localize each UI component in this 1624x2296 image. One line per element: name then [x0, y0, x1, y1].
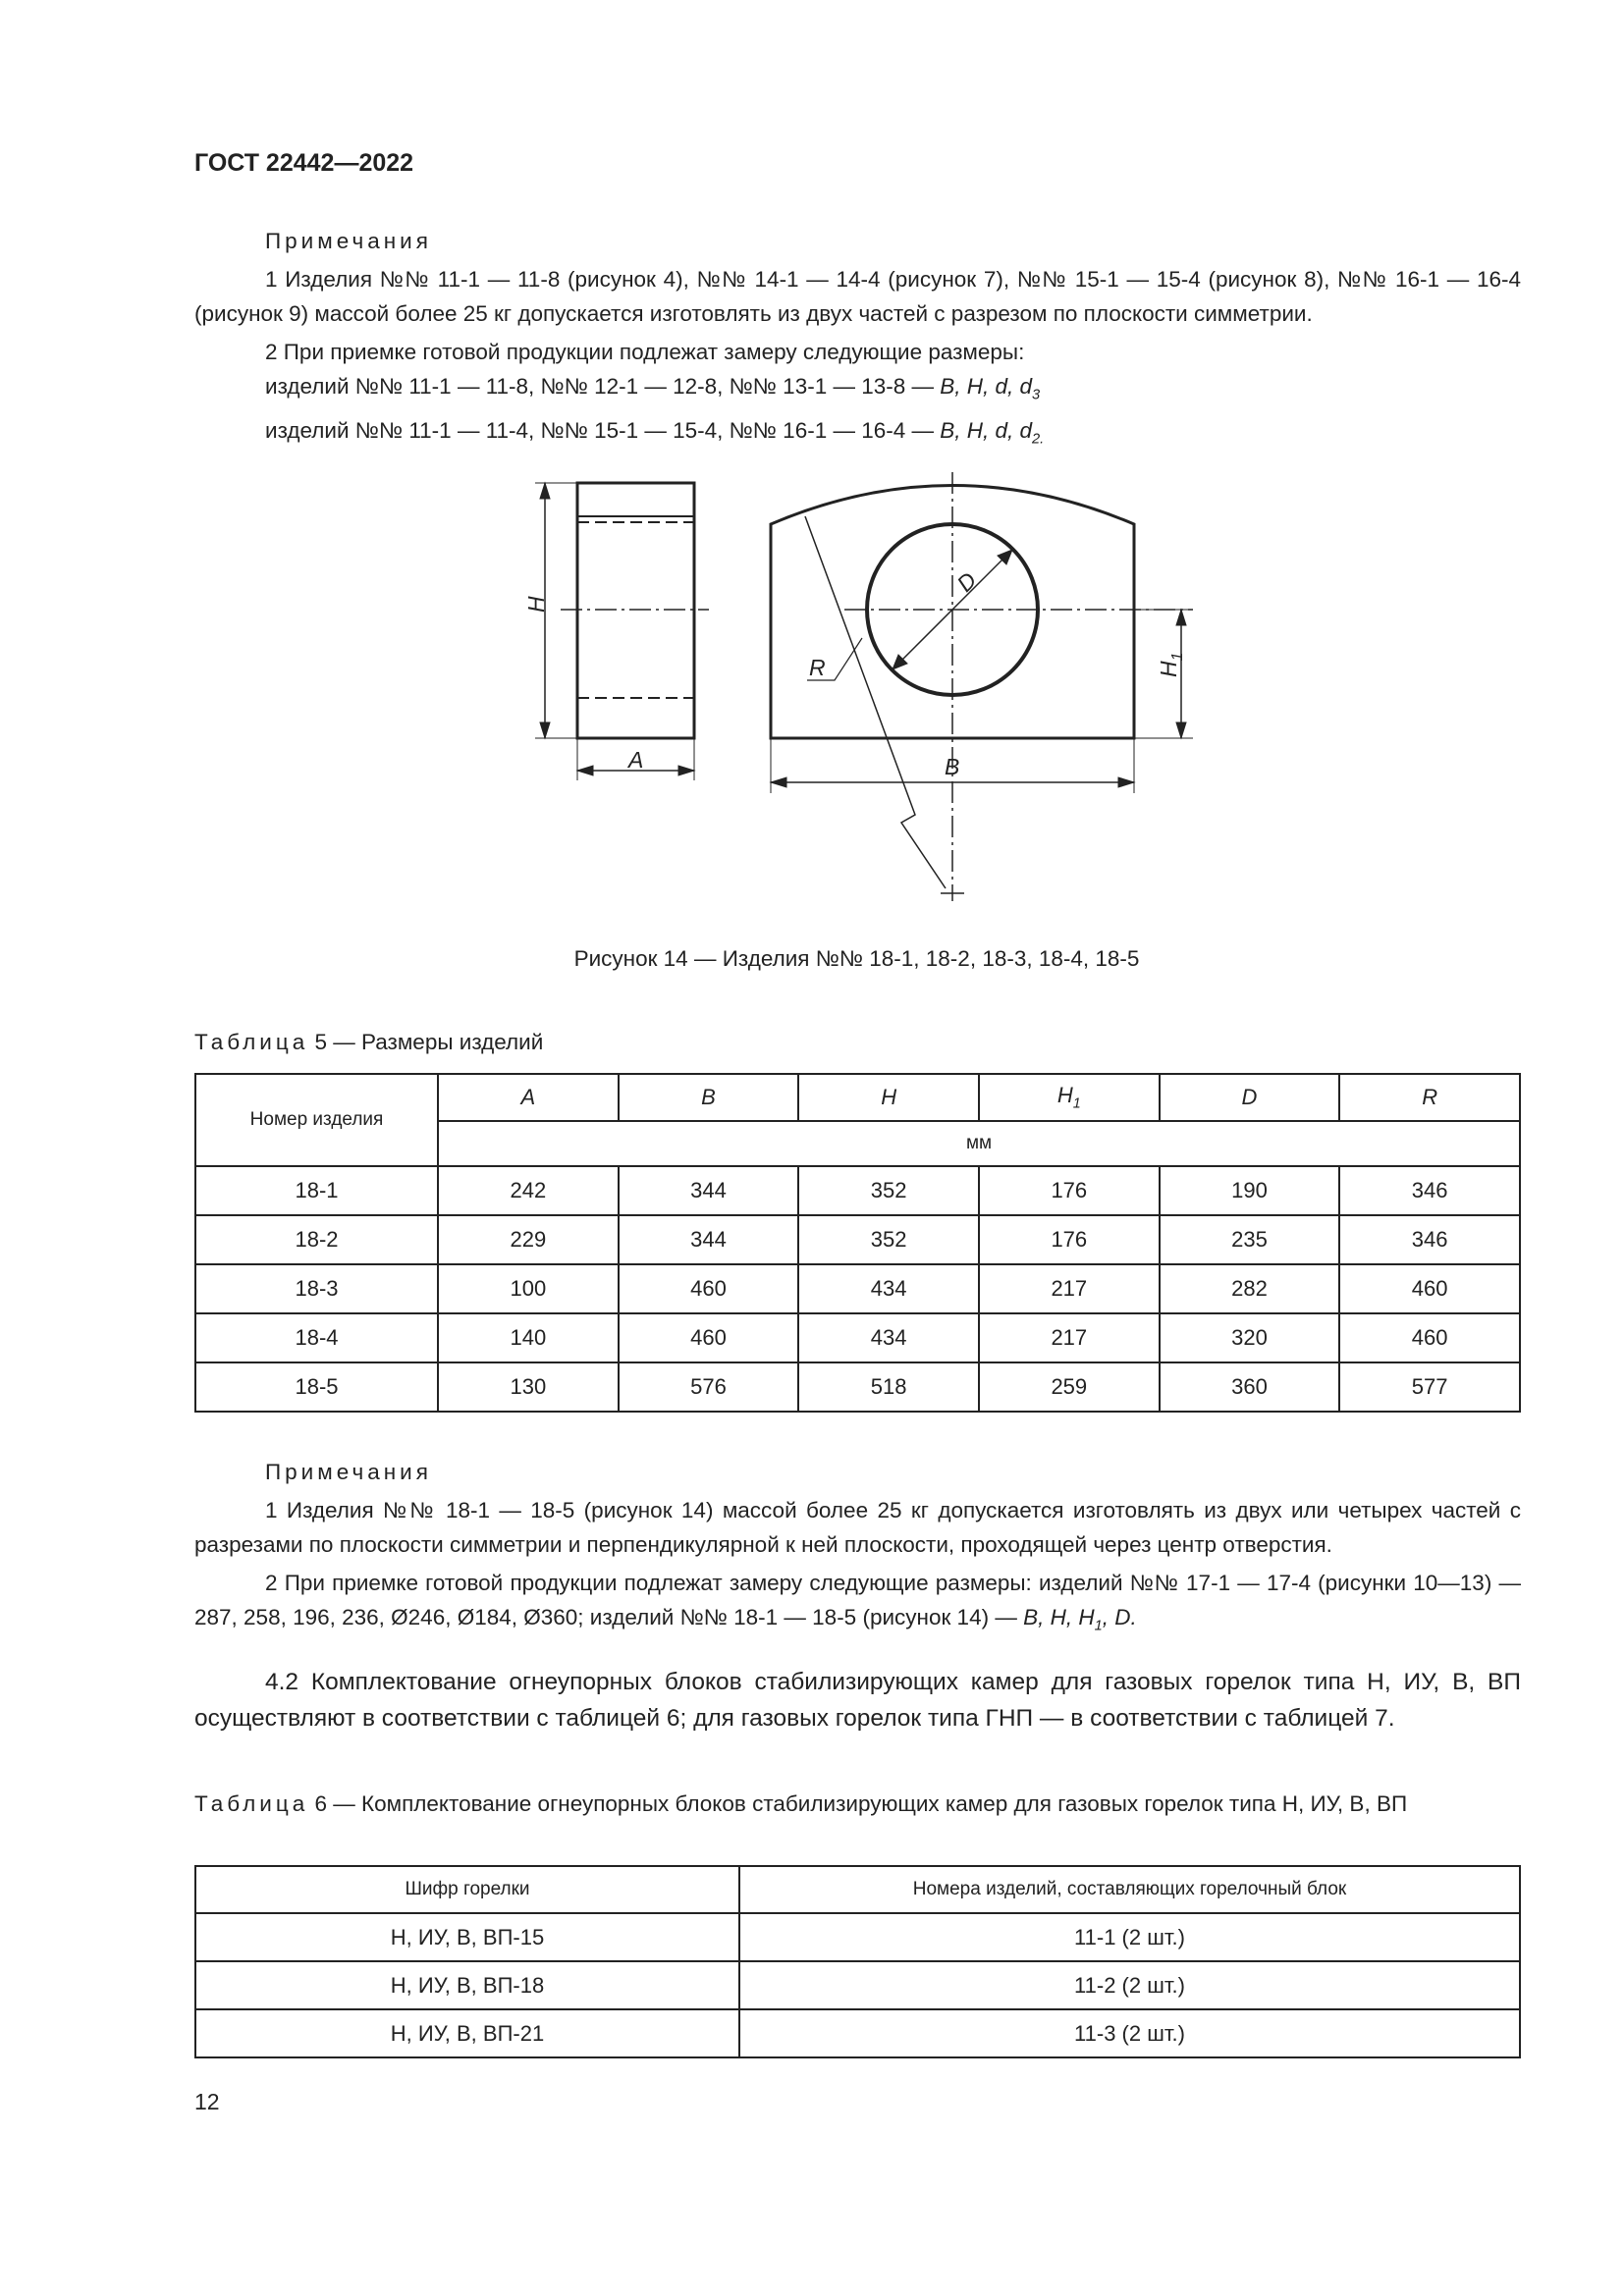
unit-cell: мм	[438, 1121, 1520, 1166]
notes-block-2	[194, 1455, 1521, 1648]
label-R: R	[809, 655, 826, 680]
note-2	[194, 1566, 1521, 1644]
table-row	[195, 1264, 1520, 1313]
caption-text: 5 — Размеры изделий	[308, 1030, 544, 1054]
table-cell: 11-2 (2 шт.)	[739, 1961, 1520, 2009]
table-cell: 229	[438, 1215, 619, 1264]
table-row	[195, 1313, 1520, 1362]
label-H1-main: H	[1156, 661, 1181, 677]
table-row	[195, 1166, 1520, 1215]
table-cell: 577	[1339, 1362, 1520, 1412]
table-cell: 259	[979, 1362, 1160, 1412]
col-header: B	[619, 1074, 799, 1121]
col-header: Шифр горелки	[195, 1866, 739, 1913]
table-cell: 346	[1339, 1215, 1520, 1264]
figure-caption: Рисунок 14 — Изделия №№ 18-1, 18-2, 18-3, 18-4, 18-5	[573, 946, 1140, 971]
table-cell: 434	[798, 1313, 979, 1362]
table-cell: 217	[979, 1313, 1160, 1362]
table-cell: 344	[619, 1166, 799, 1215]
section-text: 4.2 Комплектование огнеупорных блоков стабилизирующих камер для газовых горелок типа Н, ИУ, В, ВП осуществляют в соответствии с таблицей 6; для газовых горелок типа ГНП — в соответствии с таблицей 7.	[194, 1669, 1521, 1732]
note-text: изделий №№ 11-1 — 11-4, №№ 15-1 — 15-4, №№ 16-1 — 16-4 —	[265, 417, 941, 443]
table-cell: 18-3	[195, 1264, 438, 1313]
table-cell: Н, ИУ, В, ВП-15	[195, 1913, 739, 1961]
table-cell: 130	[438, 1362, 619, 1412]
col-header: Номера изделий, составляющих горелочный блок	[739, 1866, 1520, 1913]
col-item-header: Номер изделия	[195, 1074, 438, 1166]
table-row	[195, 1913, 1520, 1961]
table-header-row	[195, 1074, 1520, 1121]
col-header: H	[798, 1074, 979, 1121]
table-cell: 346	[1339, 1166, 1520, 1215]
table-row	[195, 1961, 1520, 2009]
dims: B, H, H	[1023, 1605, 1095, 1629]
note-2-intro: 2 При приемке готовой продукции подлежат замеру следующие размеры:	[265, 340, 1025, 364]
table-cell: 460	[619, 1264, 799, 1313]
table-cell: 434	[798, 1264, 979, 1313]
table-cell: 460	[619, 1313, 799, 1362]
table-cell: 217	[979, 1264, 1160, 1313]
table-cell: 176	[979, 1166, 1160, 1215]
note-1: 1 Изделия №№ 18-1 — 18-5 (рисунок 14) массой более 25 кг допускается изготовлять из двух или четырех частей с разрезами по плоскости симметрии и перпендикулярной к ней плоскости, проходящей через центр отверстия.	[194, 1498, 1521, 1557]
col-header: A	[438, 1074, 619, 1121]
caption-word: Таблица	[194, 1030, 309, 1054]
table-cell: 460	[1339, 1313, 1520, 1362]
table-cell: 11-3 (2 шт.)	[739, 2009, 1520, 2057]
label-D: D	[951, 566, 982, 597]
table-cell: 18-2	[195, 1215, 438, 1264]
table-cell: 11-1 (2 шт.)	[739, 1913, 1520, 1961]
table-cell: 18-5	[195, 1362, 438, 1412]
col-label: H	[1056, 1083, 1073, 1108]
caption-text: 6 — Комплектование огнеупорных блоков стабилизирующих камер для газовых горелок типа Н, ИУ, В, ВП	[308, 1791, 1408, 1816]
notes-heading: Примечания	[265, 229, 432, 253]
table-5	[194, 1073, 1521, 1413]
table-row	[195, 1215, 1520, 1264]
table-5-caption	[194, 1030, 543, 1055]
table-cell: 576	[619, 1362, 799, 1412]
dims: , D.	[1102, 1605, 1137, 1629]
table-cell: 344	[619, 1215, 799, 1264]
table-cell: 352	[798, 1215, 979, 1264]
table-cell: 320	[1160, 1313, 1340, 1362]
figure-14-drawing	[0, 0, 1624, 982]
dims-sub: 2.	[1032, 431, 1045, 447]
caption-word: Таблица	[194, 1791, 309, 1816]
page-number: 12	[194, 2089, 220, 2114]
table-header-row	[195, 1866, 1520, 1913]
table-row	[195, 2009, 1520, 2057]
notes-heading: Примечания	[265, 1460, 432, 1484]
dims-sub: 1	[1094, 1618, 1103, 1634]
note-text: 2 При приемке готовой продукции подлежат замеру следующие размеры: изделий №№ 17-1 — 17-4 (рисунки 10—13) — 287, 258, 196, 236, Ø246, Ø184, Ø360; изделий №№ 18-1 — 18-5 (рисунок 14) —	[194, 1571, 1521, 1629]
section-4-2	[194, 1664, 1521, 1740]
note-text: изделий №№ 11-1 — 11-8, №№ 12-1 — 12-8, №№ 13-1 — 13-8 —	[265, 374, 941, 399]
table-cell: 18-4	[195, 1313, 438, 1362]
dims-sub: 3	[1032, 387, 1041, 403]
table-cell: 460	[1339, 1264, 1520, 1313]
label-B: B	[945, 754, 960, 779]
note-1: 1 Изделия №№ 11-1 — 11-8 (рисунок 4), №№ 14-1 — 14-4 (рисунок 7), №№ 15-1 — 15-4 (рисунок 8), №№ 16-1 — 16-4 (рисунок 9) массой более 25 кг допускается изготовлять из двух частей с разрезом по плоскости симметрии.	[194, 267, 1521, 326]
table-cell: 18-1	[195, 1166, 438, 1215]
table-cell: 235	[1160, 1215, 1340, 1264]
table-cell: 100	[438, 1264, 619, 1313]
document-header: ГОСТ 22442—2022	[194, 149, 414, 177]
table-cell: 360	[1160, 1362, 1340, 1412]
label-H1-sub: 1	[1169, 652, 1186, 662]
table-cell: 352	[798, 1166, 979, 1215]
table-cell: 176	[979, 1215, 1160, 1264]
col-sub: 1	[1072, 1095, 1081, 1112]
table-cell: 140	[438, 1313, 619, 1362]
label-A: A	[628, 747, 644, 773]
table-cell: 242	[438, 1166, 619, 1215]
dims: B, H, d, d	[940, 374, 1033, 399]
label-H: H	[523, 596, 549, 613]
table-cell: 518	[798, 1362, 979, 1412]
col-header: D	[1160, 1074, 1340, 1121]
table-6	[194, 1865, 1521, 2058]
table-cell: 190	[1160, 1166, 1340, 1215]
col-header-h1	[979, 1074, 1160, 1121]
dims: B, H, d, d	[940, 417, 1033, 443]
col-header: R	[1339, 1074, 1520, 1121]
table-cell: Н, ИУ, В, ВП-21	[195, 2009, 739, 2057]
table-row	[195, 1362, 1520, 1412]
table-cell: Н, ИУ, В, ВП-18	[195, 1961, 739, 2009]
table-cell: 282	[1160, 1264, 1340, 1313]
table-6-caption	[194, 1787, 1521, 1821]
